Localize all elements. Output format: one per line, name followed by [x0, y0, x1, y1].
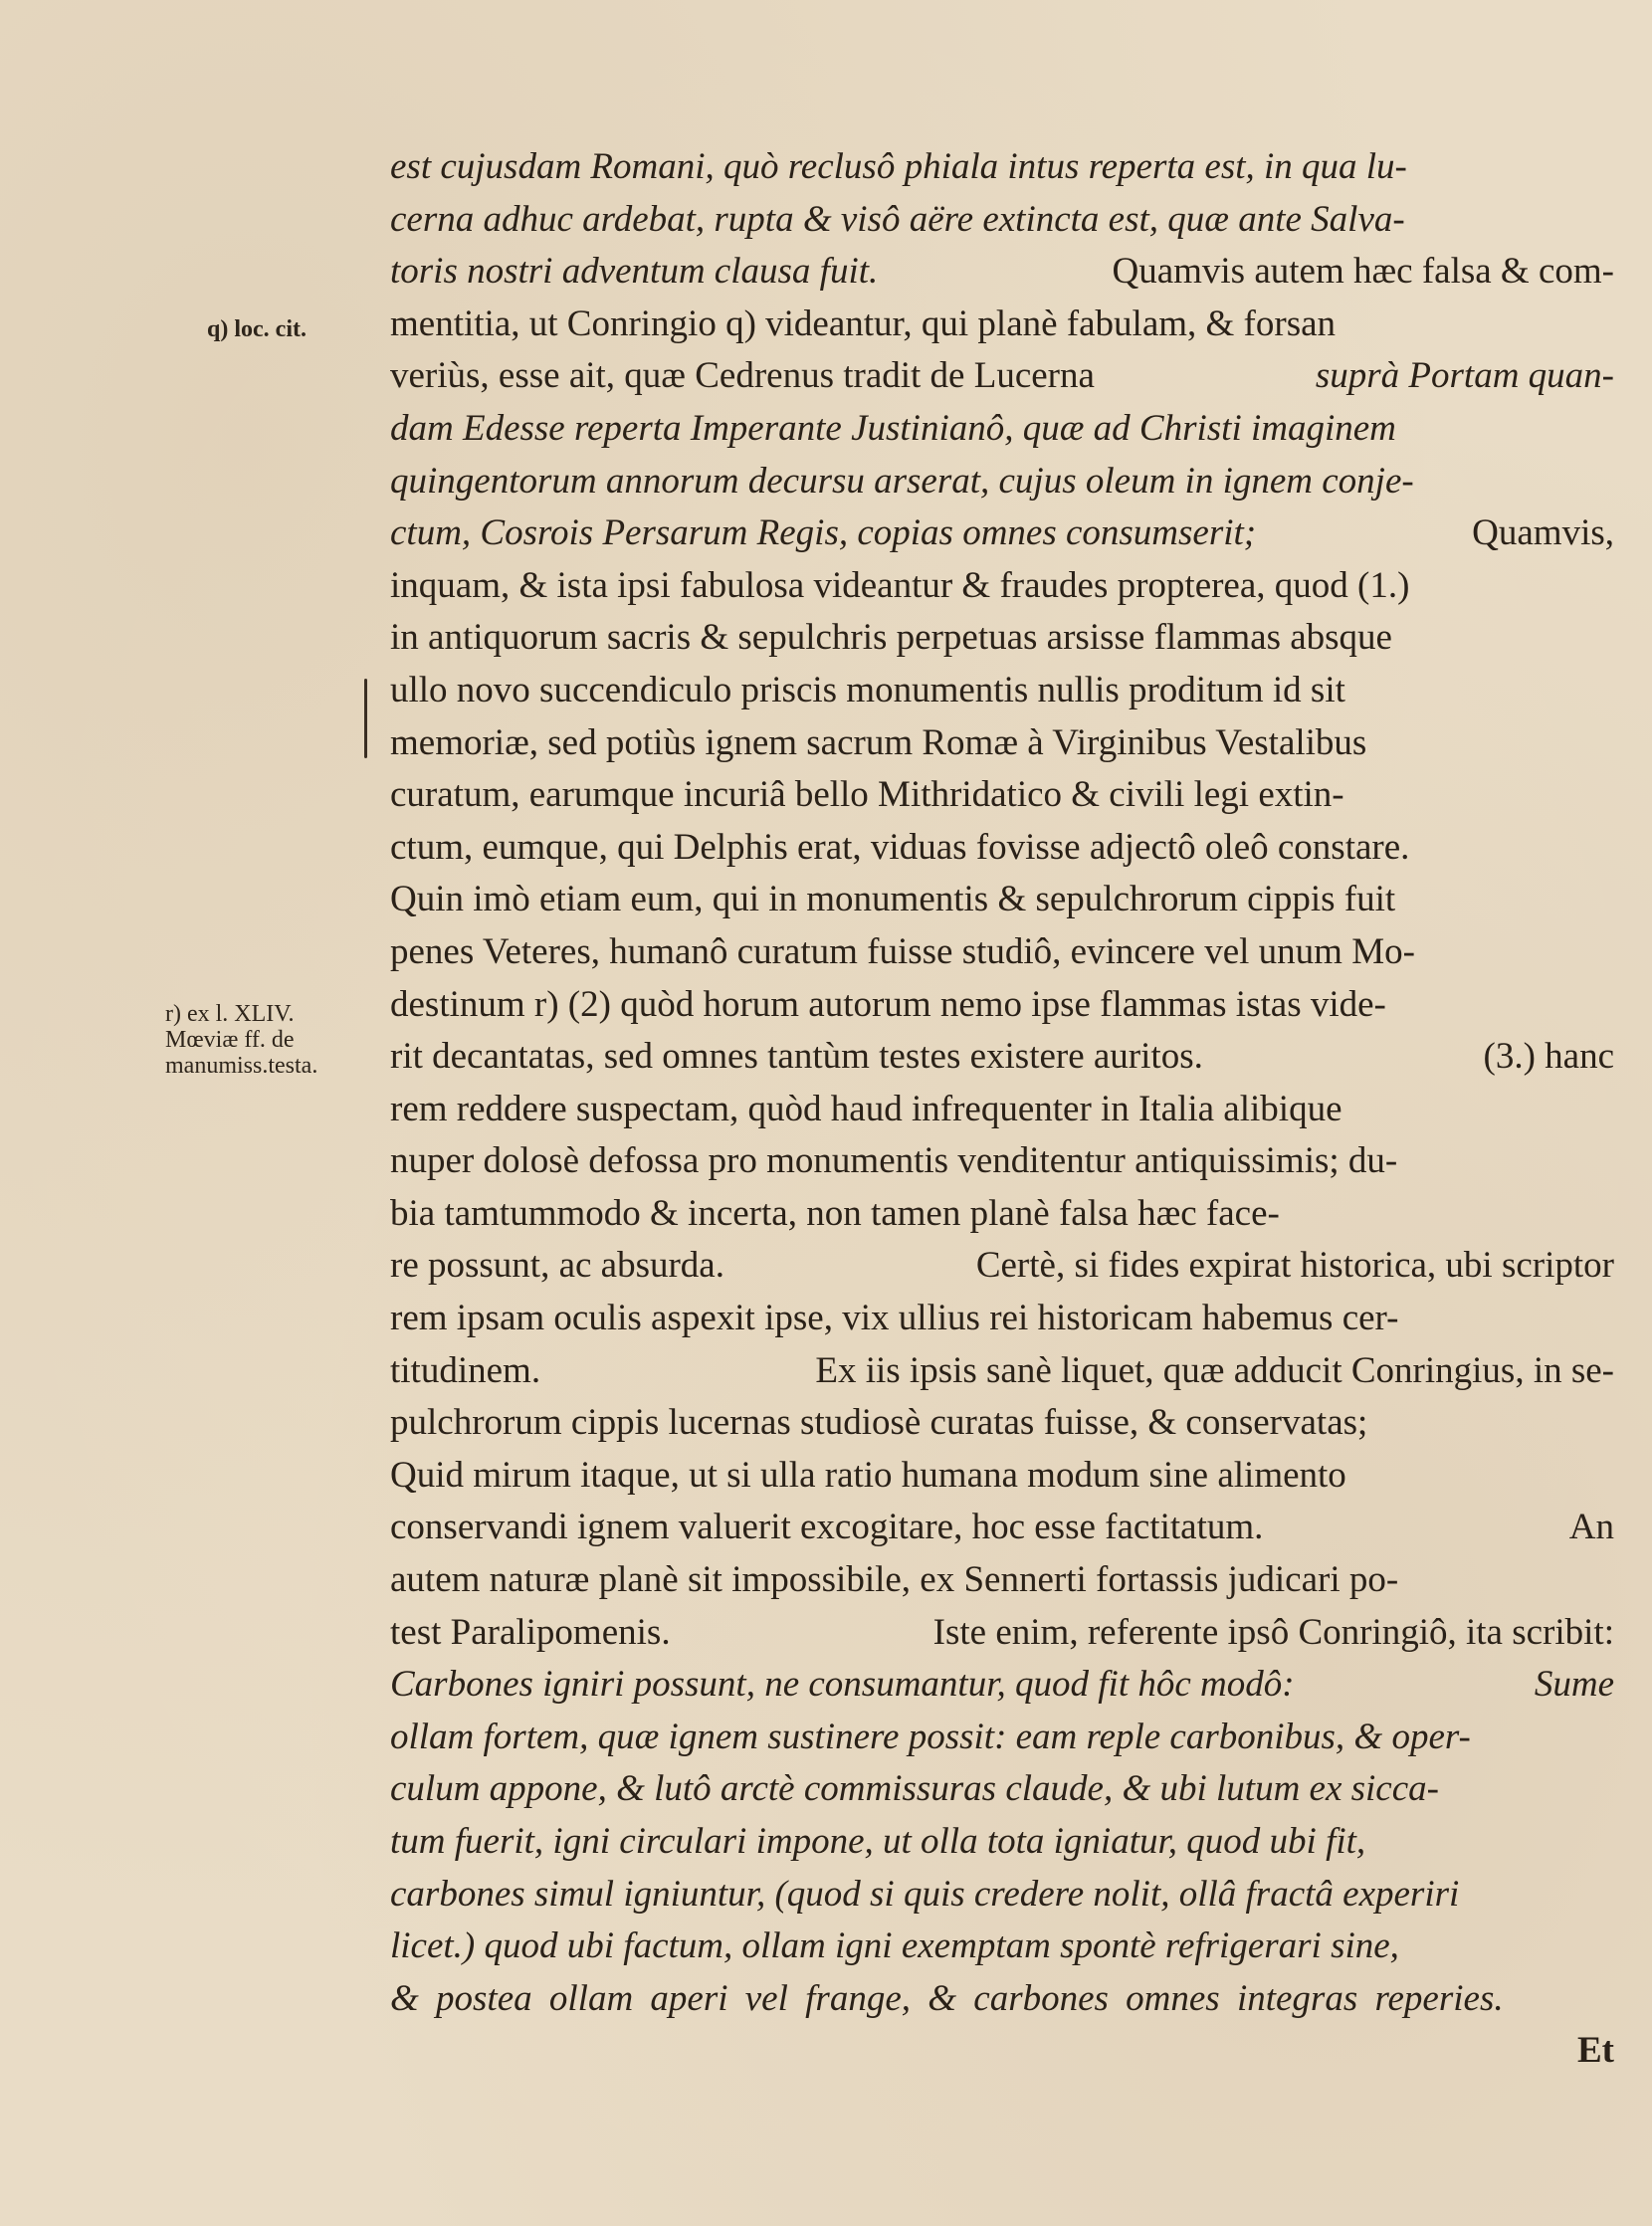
text-line: [390, 1502, 1614, 1554]
italic-run: tum fuerit, igni circulari impone, ut olla tota igniatur, quod ubi fit,: [390, 1821, 1366, 1862]
body-text: [390, 141, 1614, 2078]
text-line: [390, 350, 1614, 403]
roman-run: autem naturæ planè sit impossibile, ex Sennerti fortassis judicari po-: [390, 1559, 1399, 1601]
roman-run: conservandi ignem valuerit excogitare, hoc esse factitatum.: [390, 1507, 1264, 1548]
roman-run: titudinem.: [390, 1349, 541, 1391]
roman-run: memoriæ, sed potiùs ignem sacrum Romæ à Virginibus Vestalibus: [390, 721, 1367, 763]
text-line: [390, 979, 1614, 1032]
roman-run: Quamvis,: [1472, 512, 1614, 554]
text-line: [390, 507, 1614, 560]
margin-note-q: q) loc. cit.: [207, 316, 307, 342]
text-line: [390, 1188, 1614, 1241]
roman-run: Iste enim, referente ipsô Conringiô, ita scribit:: [932, 1611, 1614, 1653]
roman-run: ctum, eumque, qui Delphis erat, viduas fovisse adjectô oleô constare.: [390, 826, 1410, 868]
roman-run: inquam, & ista ipsi fabulosa videantur & fraudes propterea, quod (1.): [390, 564, 1410, 606]
text-line: [390, 1921, 1614, 1973]
text-line: [390, 874, 1614, 926]
text-line: [390, 1240, 1614, 1293]
italic-run: culum appone, & lutô arctè commissuras claude, & ubi lutum ex sicca-: [390, 1768, 1439, 1810]
text-line: [390, 1763, 1614, 1816]
roman-run: in antiquorum sacris & sepulchris perpetuas arsisse flammas absque: [390, 617, 1392, 659]
text-line: [390, 1659, 1614, 1712]
text-line: [390, 1973, 1614, 2026]
italic-run: suprà Portam quan-: [1315, 355, 1614, 397]
text-line: [390, 1554, 1614, 1607]
text-line: [390, 1345, 1614, 1398]
text-line: [390, 717, 1614, 770]
italic-run: Sume: [1534, 1664, 1614, 1706]
margin-note-r-line: Mœviæ ff. de: [165, 1027, 295, 1053]
italic-run: ollam fortem, quæ ignem sustinere possit: eam reple carbonibus, & oper-: [390, 1716, 1471, 1757]
text-line: [390, 1135, 1614, 1188]
text-line: [390, 1031, 1614, 1084]
italic-run: licet.) quod ubi factum, ollam igni exemptam spontè refrigerari sine,: [390, 1925, 1399, 1967]
roman-run: Certè, si fides expirat historica, ubi scriptor: [975, 1245, 1614, 1287]
text-line: [390, 1869, 1614, 1922]
roman-run: test Paralipomenis.: [390, 1611, 671, 1653]
roman-run: rit decantatas, sed omnes tantùm testes existere auritos.: [390, 1036, 1203, 1078]
text-line: [390, 1397, 1614, 1450]
italic-run: toris nostri adventum clausa fuit.: [390, 251, 879, 293]
roman-run: nuper dolosè defossa pro monumentis venditentur antiquissimis; du-: [390, 1140, 1398, 1182]
roman-run: Quin imò etiam eum, qui in monumentis & sepulchrorum cippis fuit: [390, 879, 1396, 920]
italic-run: quingentorum annorum decursu arserat, cujus oleum in ignem conje-: [390, 460, 1414, 502]
catchword-text: Et: [1577, 2030, 1614, 2072]
text-line: [390, 665, 1614, 717]
roman-run: rem reddere suspectam, quòd haud infrequenter in Italia alibique: [390, 1088, 1342, 1129]
text-line: [390, 246, 1614, 299]
roman-run: re possunt, ac absurda.: [390, 1245, 724, 1287]
text-line: [390, 769, 1614, 822]
italic-run: carbones simul igniuntur, (quod si quis credere nolit, ollâ fractâ experiri: [390, 1873, 1460, 1915]
roman-run: Ex iis ipsis sanè liquet, quæ adducit Conringius, in se-: [815, 1349, 1614, 1391]
margin-note-r: [165, 1001, 379, 1079]
roman-run: penes Veteres, humanô curatum fuisse studiô, evincere vel unum Mo-: [390, 930, 1415, 972]
text-line: [390, 1607, 1614, 1660]
roman-run: An: [1568, 1507, 1614, 1548]
italic-run: est cujusdam Romani, quò reclusô phiala intus reperta est, in qua lu-: [390, 146, 1407, 187]
roman-run: veriùs, esse ait, quæ Cedrenus tradit de Lucerna: [390, 355, 1095, 397]
roman-run: destinum r) (2) quòd horum autorum nemo ipse flammas istas vide-: [390, 983, 1386, 1025]
text-line: [390, 141, 1614, 194]
italic-run: dam Edesse reperta Imperante Justinianô, quæ ad Christi imaginem: [390, 407, 1396, 449]
roman-run: Quamvis autem hæc falsa & com-: [1112, 251, 1614, 293]
text-line: [390, 822, 1614, 875]
text-line: [390, 1293, 1614, 1345]
roman-run: curatum, earumque incuriâ bello Mithridatico & civili legi extin-: [390, 774, 1344, 816]
roman-run: ullo novo succendiculo priscis monumentis nullis proditum id sit: [390, 669, 1345, 710]
catchword: [390, 2025, 1614, 2078]
roman-run: Quid mirum itaque, ut si ulla ratio humana modum sine alimento: [390, 1454, 1346, 1496]
text-line: [390, 1450, 1614, 1503]
roman-run: pulchrorum cippis lucernas studiosè curatas fuisse, & conservatas;: [390, 1402, 1368, 1444]
roman-run: (3.) hanc: [1483, 1036, 1614, 1078]
text-line: [390, 926, 1614, 979]
italic-run: ctum, Cosrois Persarum Regis, copias omnes consumserit;: [390, 512, 1257, 554]
italic-run: Carbones igniri possunt, ne consumantur, quod fit hôc modô:: [390, 1664, 1295, 1706]
text-line: [390, 299, 1614, 351]
roman-run: rem ipsam oculis aspexit ipse, vix ullius rei historicam habemus cer-: [390, 1298, 1399, 1339]
text-line: [390, 1712, 1614, 1764]
text-line: [390, 560, 1614, 613]
italic-run: & postea ollam aperi vel frange, & carbones omnes integras reperies.: [390, 1977, 1504, 2019]
text-line: [390, 612, 1614, 665]
margin-mark: [364, 679, 367, 758]
italic-run: cerna adhuc ardebat, rupta & visô aëre extincta est, quæ ante Salva-: [390, 198, 1405, 240]
text-line: [390, 194, 1614, 247]
text-line: [390, 456, 1614, 508]
roman-run: bia tamtummodo & incerta, non tamen planè falsa hæc face-: [390, 1192, 1280, 1234]
text-line: [390, 1084, 1614, 1136]
margin-note-r-line: manumiss.testa.: [165, 1053, 318, 1079]
margin-note-r-line: r) ex l. XLIV.: [165, 1001, 295, 1027]
text-line: [390, 403, 1614, 456]
text-line: [390, 1816, 1614, 1869]
roman-run: mentitia, ut Conringio q) videantur, qui planè fabulam, & forsan: [390, 303, 1337, 344]
